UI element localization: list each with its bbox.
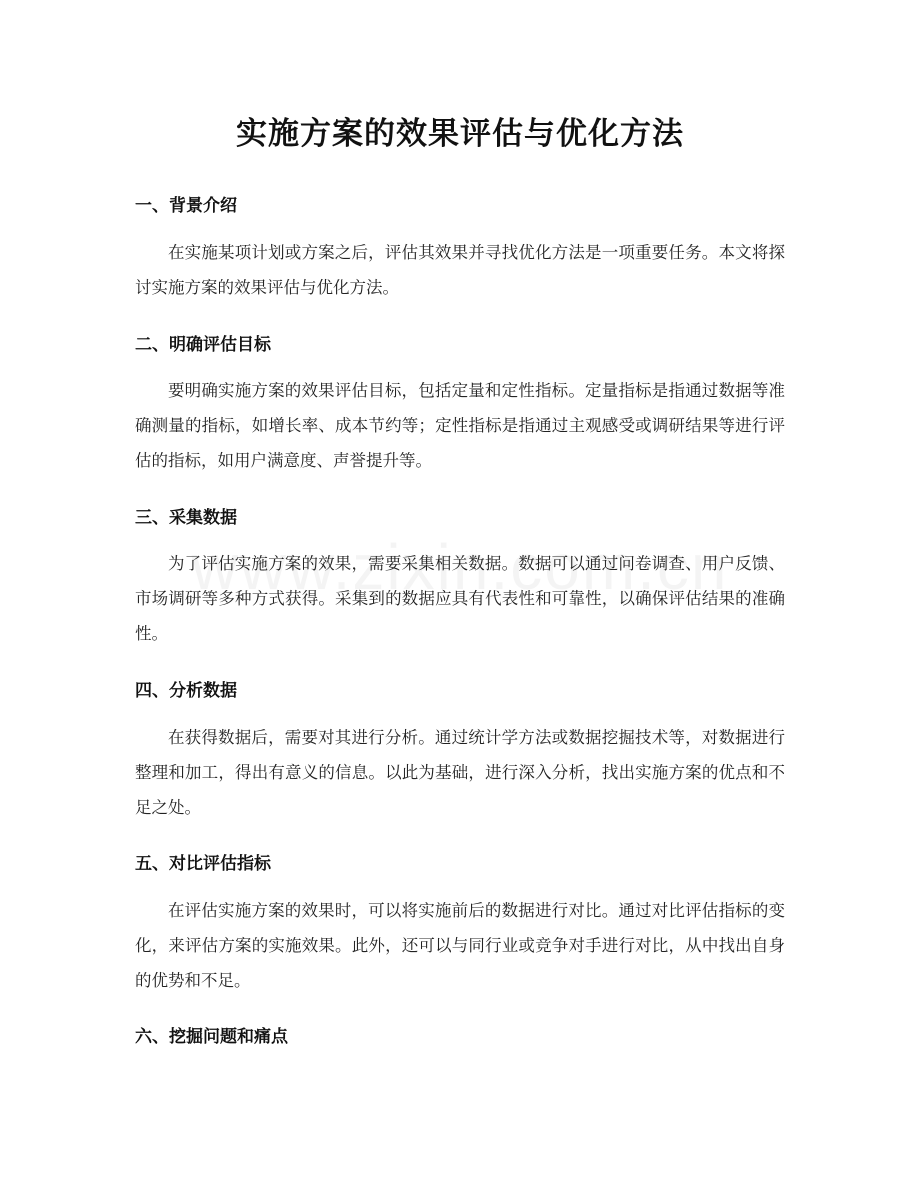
section-body-analyze-data: 在获得数据后，需要对其进行分析。通过统计学方法或数据挖掘技术等，对数据进行整理和加工，得出有意义的信息。以此为基础，进行深入分析，找出实施方案的优点和不足之处。 (135, 728, 785, 817)
section-body-goals: 要明确实施方案的效果评估目标，包括定量和定性指标。定量指标是指通过数据等准确测量的指标，如增长率、成本节约等；定性指标是指通过主观感受或调研结果等进行评估的指标，如用户满意度、声誉提升等。 (135, 381, 785, 470)
document-title: 实施方案的效果评估与优化方法 (236, 116, 684, 152)
section-heading-goals: 二、明确评估目标 (135, 335, 271, 355)
section-heading-analyze-data: 四、分析数据 (135, 681, 237, 701)
section-heading-compare-metrics: 五、对比评估指标 (135, 854, 271, 874)
section-heading-background: 一、背景介绍 (135, 196, 237, 216)
section-body-collect-data: 为了评估实施方案的效果，需要采集相关数据。数据可以通过问卷调查、用户反馈、市场调研等多种方式获得。采集到的数据应具有代表性和可靠性，以确保评估结果的准确性。 (135, 554, 785, 643)
section-heading-problems: 六、挖掘问题和痛点 (135, 1027, 288, 1047)
section-body-background: 在实施某项计划或方案之后，评估其效果并寻找优化方法是一项重要任务。本文将探讨实施方案的效果评估与优化方法。 (135, 243, 785, 297)
section-body-compare-metrics: 在评估实施方案的效果时，可以将实施前后的数据进行对比。通过对比评估指标的变化，来评估方案的实施效果。此外，还可以与同行业或竞争对手进行对比，从中找出自身的优势和不足。 (135, 901, 785, 990)
section-heading-collect-data: 三、采集数据 (135, 508, 237, 528)
